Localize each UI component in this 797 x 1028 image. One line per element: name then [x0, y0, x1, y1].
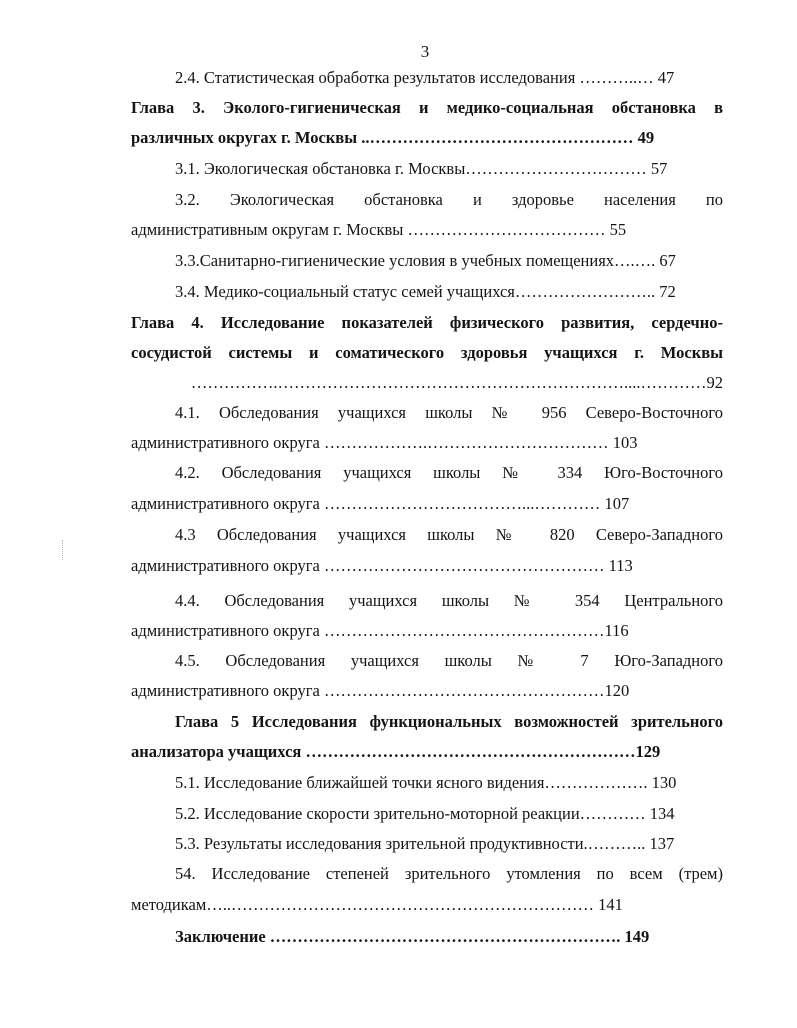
toc-conclusion: Заключение ………………………………………………………. 149: [175, 927, 650, 946]
toc-chapter-5-title-cont: анализатора учащихся ……………………………………………………129: [131, 742, 661, 761]
toc-chapter-5-title: Глава 5 Исследования функциональных возможностей зрительного: [175, 712, 723, 731]
toc-entry-5-1: 5.1. Исследование ближайшей точки ясного видения………………. 130: [175, 773, 677, 792]
toc-chapter-4-page: …………….………………………………………………………....…………92: [190, 373, 723, 392]
toc-entry-4-2-cont: административного округа ………………………………...………… 107: [131, 494, 630, 513]
toc-entry-2-4: 2.4. Статистическая обработка результатов исследования ………..… 47: [175, 68, 675, 87]
toc-entry-4-2: 4.2. Обследования учащихся школы № 334 Юго-Восточного: [175, 463, 723, 482]
toc-chapter-3-title-cont: различных округах г. Москвы ..………………………………………… 49: [131, 128, 655, 147]
toc-chapter-4-title: Глава 4. Исследование показателей физического развития, сердечно-: [131, 313, 723, 332]
toc-entry-4-3: 4.3 Обследования учащихся школы № 820 Северо-Западного: [175, 525, 723, 544]
toc-entry-4-1: 4.1. Обследования учащихся школы № 956 Северо-Восточного: [175, 403, 723, 422]
page-number: 3: [420, 42, 430, 61]
toc-entry-5-4: 54. Исследование степеней зрительного утомления по всем (трем): [175, 864, 723, 883]
toc-entry-4-3-cont: административного округа …………………………………………… 113: [131, 556, 633, 575]
toc-entry-3-4: 3.4. Медико-социальный статус семей учащихся…………………….. 72: [175, 282, 676, 301]
scan-artifact: [62, 540, 64, 560]
toc-entry-5-4-cont: методикам…..………………………………………………………… 141: [131, 895, 623, 914]
toc-entry-5-2: 5.2. Исследование скорости зрительно-моторной реакции………… 134: [175, 804, 675, 823]
toc-entry-4-5: 4.5. Обследования учащихся школы № 7 Юго-Западного: [175, 651, 723, 670]
toc-entry-4-4: 4.4. Обследования учащихся школы № 354 Центрального: [175, 591, 723, 610]
toc-entry-3-1: 3.1. Экологическая обстановка г. Москвы…………………………… 57: [175, 159, 668, 178]
toc-chapter-3-title: Глава 3. Эколого-гигиеническая и медико-социальная обстановка в: [131, 98, 723, 117]
toc-chapter-4-title-cont: сосудистой системы и соматического здоровья учащихся г. Москвы: [131, 343, 723, 362]
toc-entry-4-4-cont: административного округа ……………………………………………116: [131, 621, 629, 640]
toc-entry-4-5-cont: административного округа ……………………………………………120: [131, 681, 630, 700]
toc-entry-3-2: 3.2. Экологическая обстановка и здоровье населения по: [175, 190, 723, 209]
toc-entry-5-3: 5.3. Результаты исследования зрительной продуктивности.……….. 137: [175, 834, 675, 853]
toc-entry-3-2-cont: административным округам г. Москвы ……………………………… 55: [131, 220, 627, 239]
toc-entry-4-1-cont: административного округа ……………….…………………………… 103: [131, 433, 638, 452]
toc-entry-3-3: 3.3.Санитарно-гигиенические условия в учебных помещениях….…. 67: [175, 251, 676, 270]
